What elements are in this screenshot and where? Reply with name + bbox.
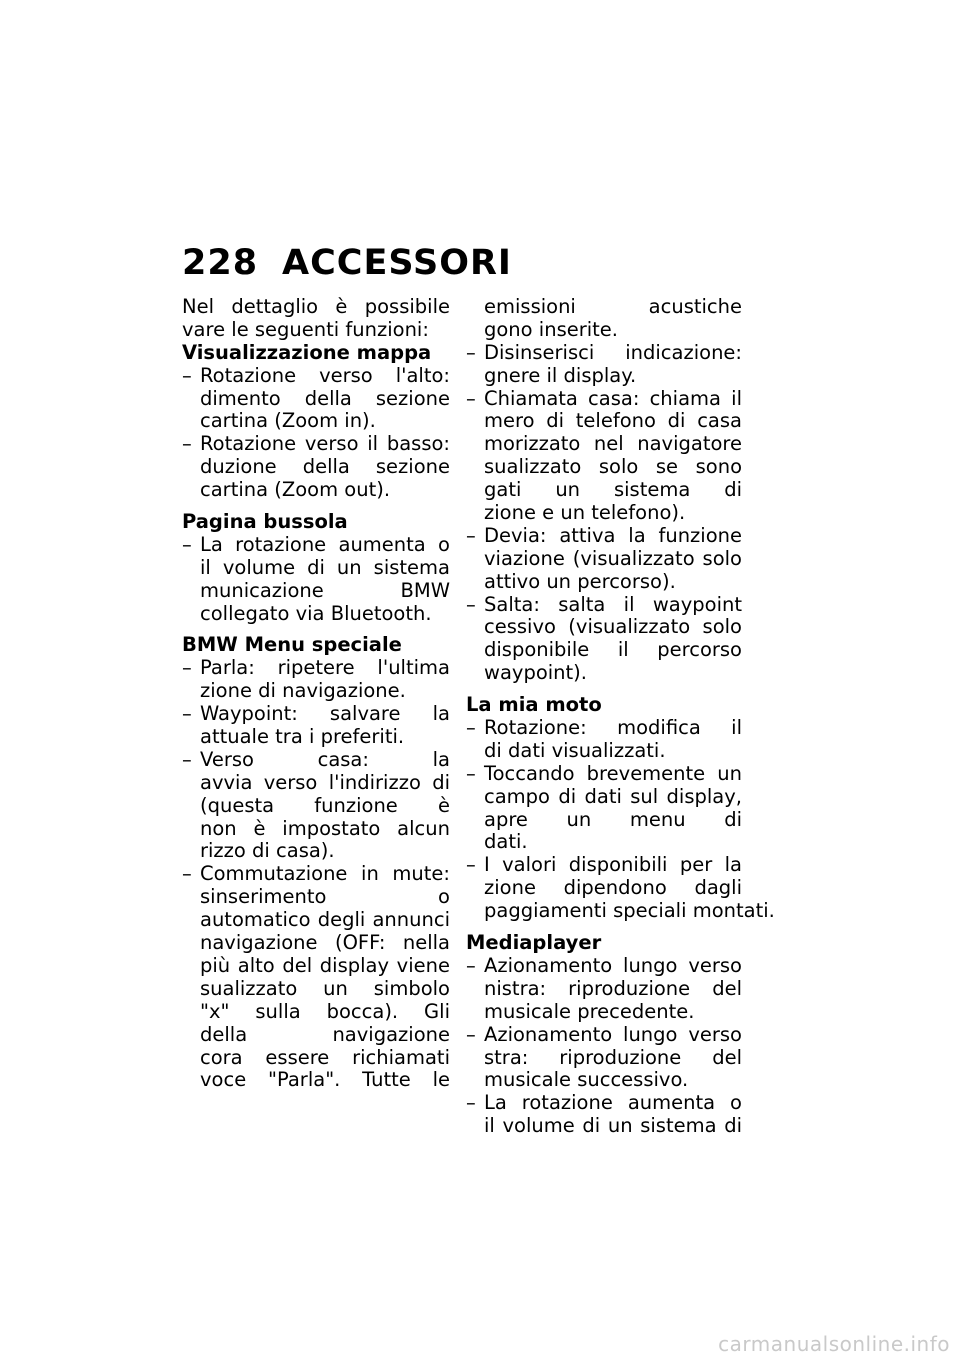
list-item-line: Chiamata casa: chiama il — [484, 387, 742, 410]
list-item-line: duzione della sezione — [200, 456, 450, 479]
list-item-line: sualizzato solo se sono — [484, 456, 742, 479]
list-item-line: il volume di un sistema di — [484, 1115, 742, 1138]
list-item-line: Parla: ripetere l'ultima — [200, 657, 450, 680]
bullet-dash: – — [466, 523, 476, 547]
list-item — [182, 433, 450, 502]
list-item-line: disponibile il percorso — [484, 639, 742, 662]
intro-line: Nel dettaglio è possibile — [182, 296, 450, 318]
list-item-line: Commutazione in mute: — [200, 863, 450, 886]
continued-item — [466, 296, 742, 342]
list-item-line: rizzo di casa). — [200, 839, 335, 863]
list-item-line: cessivo (visualizzato solo — [484, 616, 742, 639]
list-item-line: gnere il display. — [484, 363, 637, 387]
list-item — [466, 388, 742, 525]
list-item-line: musicale successivo. — [484, 1068, 689, 1092]
list-item-line: voce "Parla". Tutte le — [200, 1069, 450, 1092]
list-item-line: più alto del display viene — [200, 954, 450, 977]
list-item-line: Waypoint: salvare la — [200, 703, 450, 726]
list-item-line: Disinserisci indicazione: — [484, 341, 742, 364]
list-item — [466, 853, 775, 923]
bullet-dash: – — [182, 747, 192, 771]
list-item-line: attivo un percorso). — [484, 569, 676, 593]
list-item-line: paggiamenti speciali montati. — [484, 899, 775, 923]
list-item-line: municazione BMW — [200, 579, 450, 602]
list-item-line: il volume di un sistema — [200, 556, 450, 579]
list-item-line: mero di telefono di casa — [484, 410, 742, 433]
page-number: 228 — [182, 243, 259, 283]
list-item-line: non è impostato alcun — [200, 817, 450, 840]
list-item-line: Rotazione: modifica il — [484, 717, 742, 740]
list-item — [182, 749, 450, 863]
list-item — [466, 594, 742, 686]
list-item — [466, 1024, 742, 1093]
list-item-line: automatico degli annunci — [200, 909, 450, 932]
right-column — [466, 296, 775, 1138]
list-item-line: viazione (visualizzato solo — [484, 547, 742, 570]
bullet-dash: – — [182, 363, 192, 387]
list-item-line: Toccando brevemente un — [484, 762, 742, 785]
list-item-line: Salta: salta il waypoint — [484, 593, 742, 616]
section-heading: Pagina bussola — [182, 510, 348, 534]
section-heading: Visualizzazione mappa — [182, 340, 432, 364]
list-item-line: La rotazione aumenta o — [484, 1092, 742, 1115]
list-item-line: apre un menu di — [484, 808, 742, 831]
list-item-line: dimento della sezione — [200, 387, 450, 410]
list-item — [466, 717, 742, 763]
list-item — [182, 534, 450, 626]
list-item — [182, 657, 450, 703]
list-item-line: sualizzato un simbolo — [200, 977, 450, 1000]
left-column — [182, 296, 450, 1092]
list-item-line: Rotazione verso l'alto: — [200, 364, 450, 387]
list-item-line: (questa funzione è — [200, 794, 450, 817]
watermark: carmanualsonline.info — [718, 1332, 950, 1356]
list-item-line: gati un sistema di — [484, 479, 742, 502]
list-item-line: Verso casa: la — [200, 748, 450, 771]
list-item-line: zione di navigazione. — [200, 679, 406, 703]
bullet-dash: – — [466, 1091, 476, 1115]
list-item-line: attuale tra i preferiti. — [200, 725, 405, 749]
list-item-line: sinserimento o — [200, 886, 450, 909]
list-item-line: cartina (Zoom out). — [200, 478, 391, 502]
list-item-line: Rotazione verso il basso: — [200, 433, 450, 456]
bullet-dash: – — [182, 702, 192, 726]
list-item-line: collegato via Bluetooth. — [200, 601, 432, 625]
list-item-line: Azionamento lungo verso — [484, 954, 742, 977]
list-item-line: Azionamento lungo verso — [484, 1023, 742, 1046]
bullet-dash: – — [182, 432, 192, 456]
list-item — [466, 763, 742, 855]
bullet-dash: – — [466, 761, 476, 785]
section-heading: BMW Menu speciale — [182, 633, 402, 657]
list-item-line: stra: riproduzione del — [484, 1046, 742, 1069]
list-item-line: zione dipendono dagli — [484, 877, 742, 900]
list-item-line: zione e un telefono). — [484, 501, 686, 525]
bullet-dash: – — [182, 656, 192, 680]
bullet-dash: – — [182, 862, 192, 886]
list-item-line: cora essere richiamati — [200, 1046, 450, 1069]
bullet-dash: – — [466, 853, 476, 877]
list-item — [182, 365, 450, 434]
bullet-dash: – — [466, 953, 476, 977]
list-item — [466, 1092, 742, 1138]
list-item-line: morizzato nel navigatore — [484, 433, 742, 456]
intro-line: vare le seguenti funzioni: — [182, 317, 429, 341]
list-item — [182, 863, 450, 1092]
section-heading: Mediaplayer — [466, 931, 602, 955]
list-item-line: dati. — [484, 830, 528, 854]
list-item-line: della navigazione — [200, 1023, 450, 1046]
list-item — [466, 342, 742, 388]
bullet-dash: – — [466, 1022, 476, 1046]
bullet-dash: – — [182, 532, 192, 556]
list-item-line: musicale precedente. — [484, 999, 695, 1023]
list-item — [466, 525, 742, 594]
list-item-line: campo di dati sul display, — [484, 785, 742, 808]
chapter-title: ACCESSORI — [282, 243, 512, 283]
list-item-line: waypoint). — [484, 661, 587, 685]
bullet-dash: – — [466, 340, 476, 364]
list-item-line: Devia: attiva la funzione — [484, 524, 742, 547]
bullet-dash: – — [466, 386, 476, 410]
list-item-line: I valori disponibili per la — [484, 854, 742, 877]
list-item-line: emissioni acustiche — [484, 296, 742, 318]
list-item — [466, 955, 742, 1024]
list-item-line: di dati visualizzati. — [484, 738, 666, 762]
list-item-line: avvia verso l'indirizzo di — [200, 771, 450, 794]
bullet-dash: – — [466, 716, 476, 740]
list-item-line: gono inserite. — [484, 317, 619, 341]
list-item-line: "x" sulla bocca). Gli — [200, 1000, 450, 1023]
section-heading: La mia moto — [466, 693, 602, 717]
list-item-line: nistra: riproduzione del — [484, 977, 742, 1000]
list-item-line: navigazione (OFF: nella — [200, 932, 450, 955]
list-item-line: La rotazione aumenta o — [200, 533, 450, 556]
list-item — [182, 703, 450, 749]
bullet-dash: – — [466, 592, 476, 616]
list-item-line: cartina (Zoom in). — [200, 409, 376, 433]
